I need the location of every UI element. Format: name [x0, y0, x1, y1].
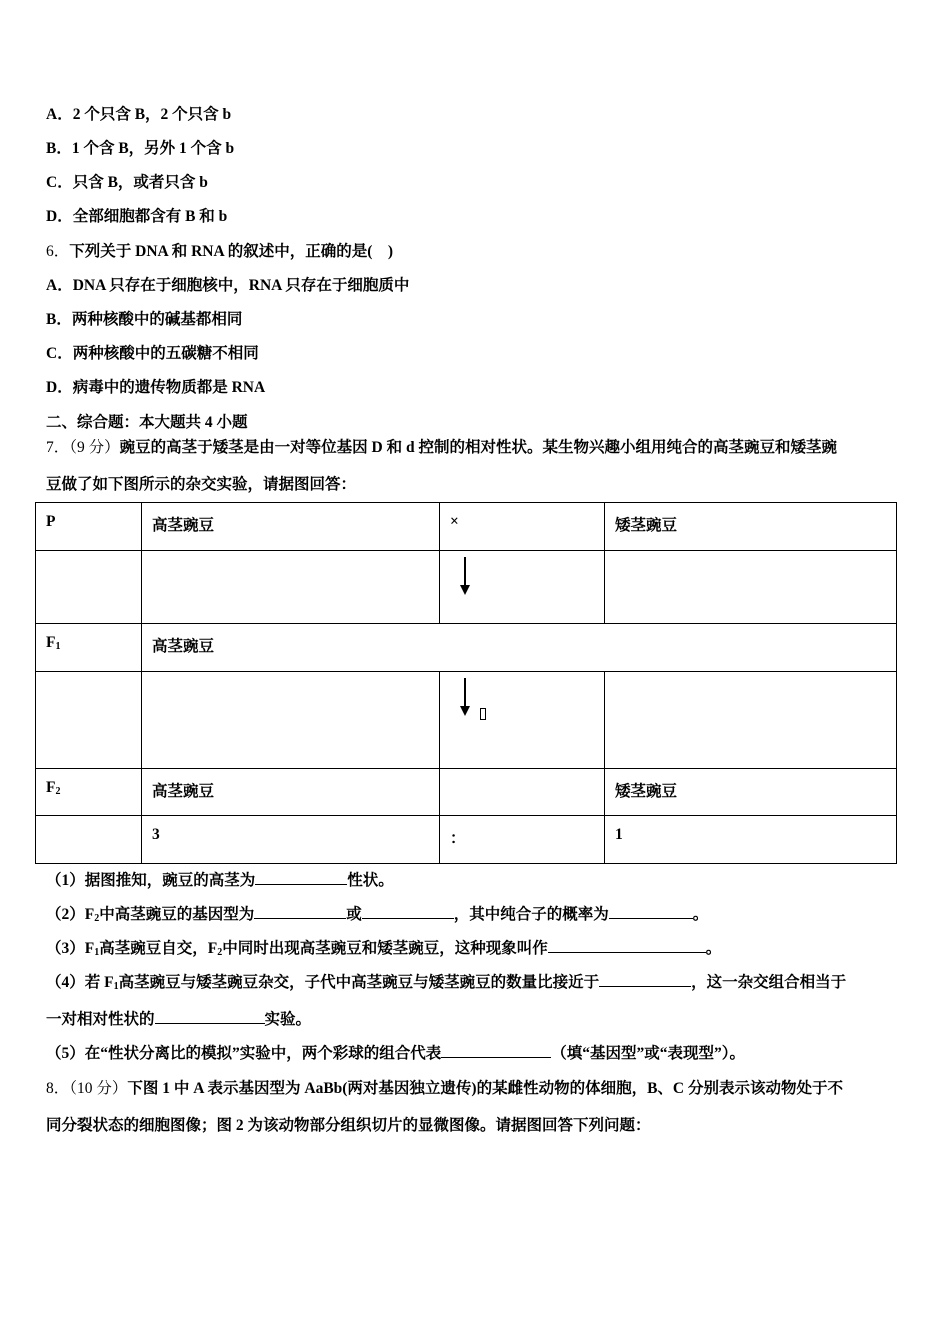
ratio-left: 3 — [142, 816, 440, 864]
option-d: D．全部细胞都含有 B 和 b — [46, 208, 228, 225]
option-a: A．DNA 只存在于细胞核中，RNA 只存在于细胞质中 — [46, 277, 410, 294]
f2-tall: 高茎豌豆 — [142, 769, 440, 816]
arrow-cell — [440, 551, 605, 624]
answer-blank[interactable] — [548, 938, 706, 953]
question-8-stem — [46, 1076, 843, 1098]
arrow-cell — [440, 672, 605, 769]
question-number: 7． — [46, 439, 70, 456]
option-b: B．两种核酸中的碱基都相同 — [46, 311, 243, 328]
question-6-stem — [46, 239, 393, 261]
selfing-symbol-icon — [480, 708, 486, 720]
parent-short: 矮茎豌豆 — [605, 503, 897, 551]
question-number: 8． — [46, 1080, 70, 1097]
subquestion-1: （1）据图推知，豌豆的高茎为 性状。 — [46, 872, 394, 889]
empty-cell — [36, 672, 142, 769]
subquestion-4: （4）若 $F_1$高茎豌豆与矮茎豌豆杂交，子代中高茎豌豆与矮茎豌豆的数量比接近于 ，这一杂交组合相当于 — [46, 974, 847, 992]
down-arrow-icon — [458, 557, 472, 597]
question-score: （9 分） — [69, 439, 120, 456]
generation-f1: $F_1$ — [36, 624, 142, 672]
option-a: A．2 个只含 B，2 个只含 b — [46, 106, 232, 123]
question-7-stem-cont: 豆做了如下图所示的杂交实验，请据图回答： — [46, 476, 357, 493]
question-text: 豌豆的高茎于矮茎是由一对等位基因 D 和 d 控制的相对性状。某生物兴趣小组用纯合的高茎豌豆和矮茎豌 — [119, 439, 837, 456]
option-c: C．两种核酸中的五碳糖不相同 — [46, 345, 259, 362]
question-score: （10 分） — [69, 1080, 128, 1097]
generation-p: P — [36, 503, 142, 551]
f2-short: 矮茎豌豆 — [605, 769, 897, 816]
empty-cell — [142, 672, 440, 769]
empty-cell — [36, 551, 142, 624]
section-heading: 二、综合题：本大题共 4 小题 — [46, 414, 248, 431]
empty-cell — [605, 672, 897, 769]
answer-blank[interactable] — [362, 904, 454, 919]
empty-cell — [440, 769, 605, 816]
answer-blank[interactable] — [609, 904, 693, 919]
option-b: B．1 个含 B，另外 1 个含 b — [46, 140, 235, 157]
f1-tall: 高茎豌豆 — [142, 624, 897, 672]
subquestion-2: $(2)F_2$中高茎豌豆的基因型为 或 ，其中纯合子的概率为 。 — [46, 906, 709, 924]
empty-cell — [142, 551, 440, 624]
subquestion-4-cont: 一对相对性状的 实验。 — [46, 1011, 312, 1028]
question-8-stem-cont: 同分裂状态的细胞图像；图 2 为该动物部分组织切片的显微图像。请据图回答下列问题： — [46, 1117, 651, 1134]
answer-blank[interactable] — [441, 1043, 551, 1058]
question-text: 下图 1 中 A 表示基因型为 AaBb(两对基因独立遗传)的某雌性动物的体细胞，B、C 分别表示该动物处于不 — [127, 1080, 844, 1097]
empty-cell — [36, 816, 142, 864]
answer-blank[interactable] — [255, 870, 347, 885]
parent-tall: 高茎豌豆 — [142, 503, 440, 551]
option-c: C．只含 B，或者只含 b — [46, 174, 208, 191]
option-d: D．病毒中的遗传物质都是 RNA — [46, 379, 266, 396]
ratio-right: 1 — [605, 816, 897, 864]
down-arrow-icon — [458, 678, 472, 718]
subquestion-5: （5）在“性状分离比的模拟”实验中，两个彩球的组合代表 （填“基因型”或“表现型”）。 — [46, 1045, 746, 1062]
empty-cell — [605, 551, 897, 624]
ratio-colon: ： — [440, 816, 605, 864]
subquestion-3: $(3)F_1$高茎豌豆自交，$F_2$中同时出现高茎豌豆和矮茎豌豆，这种现象叫作 。 — [46, 940, 722, 958]
answer-blank[interactable] — [155, 1009, 265, 1024]
answer-blank[interactable] — [599, 972, 691, 987]
question-text: 下列关于 DNA 和 RNA 的叙述中，正确的是( ) — [69, 243, 394, 260]
cross-symbol: × — [440, 503, 605, 551]
answer-blank[interactable] — [254, 904, 346, 919]
cross-diagram-table — [35, 502, 897, 864]
generation-f2: $F_2$ — [36, 769, 142, 816]
question-number: 6． — [46, 243, 70, 260]
question-7-stem — [46, 435, 837, 457]
